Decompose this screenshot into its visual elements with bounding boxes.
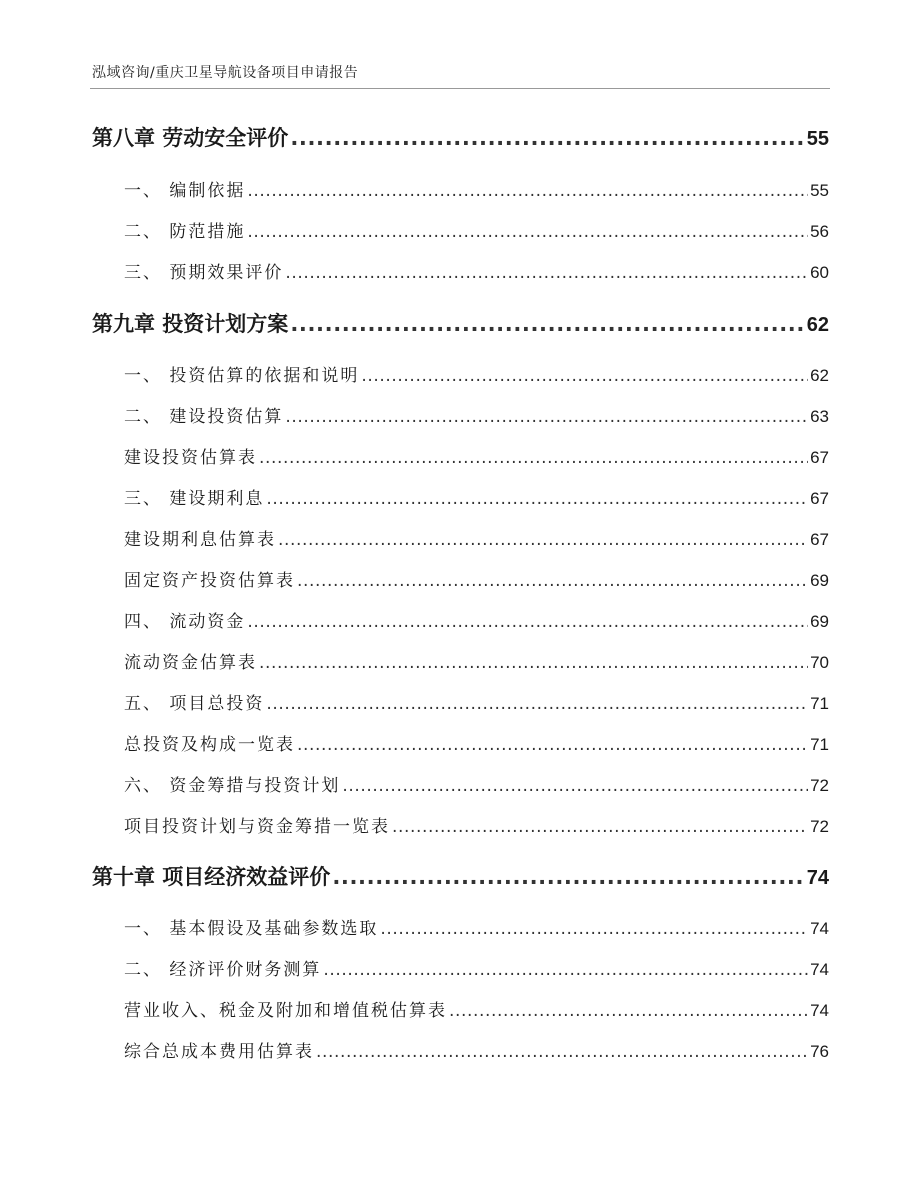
toc-page-number: 55 <box>810 181 829 200</box>
toc-chapter-10[interactable] <box>92 861 829 891</box>
toc-entry-title: 综合总成本费用估算表 <box>124 1042 314 1062</box>
toc-entry[interactable] <box>124 607 829 632</box>
toc-chapter-8[interactable] <box>92 122 829 152</box>
dot-leader <box>361 366 808 386</box>
dot-leader <box>316 1042 808 1062</box>
dot-leader <box>285 263 808 283</box>
dot-leader <box>247 181 808 201</box>
toc-entry-title: 第十章 项目经济效益评价 <box>92 865 331 889</box>
toc-entry-title: 建设期利息估算表 <box>124 530 276 550</box>
dot-leader <box>297 571 808 591</box>
toc-entry-title: 三、 预期效果评价 <box>124 263 284 283</box>
toc-entry-title: 项目投资计划与资金筹措一览表 <box>124 817 390 837</box>
toc-page-number: 55 <box>806 128 829 150</box>
toc-page-number: 60 <box>810 263 829 282</box>
toc-entry-title: 第九章 投资计划方案 <box>92 312 289 336</box>
dot-leader <box>392 817 808 837</box>
toc-page-number: 62 <box>810 366 829 385</box>
toc-entry-title: 总投资及构成一览表 <box>124 735 295 755</box>
header-divider <box>90 88 830 89</box>
dot-leader <box>266 489 808 509</box>
toc-entry-title: 流动资金估算表 <box>124 653 257 673</box>
toc-entry[interactable] <box>124 996 829 1021</box>
toc-entry[interactable] <box>124 258 829 283</box>
toc-page-number: 70 <box>810 653 829 672</box>
toc-page-number: 74 <box>806 867 829 889</box>
toc-page-number: 76 <box>810 1042 829 1061</box>
toc-entry[interactable] <box>124 217 829 242</box>
toc-page-number: 72 <box>810 776 829 795</box>
dot-leader <box>259 448 808 468</box>
toc-page-number: 71 <box>810 694 829 713</box>
toc-page-number: 69 <box>810 571 829 590</box>
toc-page-number: 63 <box>810 407 829 426</box>
toc-entry-title: 四、 流动资金 <box>124 612 246 632</box>
toc-entry-title: 三、 建设期利息 <box>124 489 265 509</box>
toc-page-number: 67 <box>810 489 829 508</box>
toc-entry[interactable] <box>124 525 829 550</box>
toc-page-number: 74 <box>810 1001 829 1020</box>
dot-leader <box>259 653 808 673</box>
toc-entry[interactable] <box>124 1037 829 1062</box>
dot-leader <box>290 126 804 150</box>
toc-entry-title: 六、 资金筹措与投资计划 <box>124 776 341 796</box>
toc-entry[interactable] <box>124 955 829 980</box>
dot-leader <box>323 960 808 980</box>
dot-leader <box>278 530 808 550</box>
dot-leader <box>332 865 804 889</box>
dot-leader <box>285 407 808 427</box>
toc-entry-title: 二、 防范措施 <box>124 222 246 242</box>
toc-page-number: 72 <box>810 817 829 836</box>
toc-entry[interactable] <box>124 812 829 837</box>
toc-entry[interactable] <box>124 176 829 201</box>
toc-entry[interactable] <box>124 484 829 509</box>
dot-leader <box>449 1001 808 1021</box>
toc-entry[interactable] <box>124 771 829 796</box>
toc-entry-title: 建设投资估算表 <box>124 448 257 468</box>
toc-chapter-9[interactable] <box>92 308 829 338</box>
toc-entry-title: 五、 项目总投资 <box>124 694 265 714</box>
toc-entry-title: 营业收入、税金及附加和增值税估算表 <box>124 1001 447 1021</box>
dot-leader <box>247 612 808 632</box>
toc-entry-title: 一、 编制依据 <box>124 181 246 201</box>
toc-entry[interactable] <box>124 648 829 673</box>
toc-entry[interactable] <box>124 730 829 755</box>
dot-leader <box>380 919 808 939</box>
toc-page-number: 62 <box>806 314 829 336</box>
toc-page-number: 74 <box>810 919 829 938</box>
toc-entry[interactable] <box>124 689 829 714</box>
toc-page-number: 71 <box>810 735 829 754</box>
toc-page-number: 67 <box>810 530 829 549</box>
toc-entry[interactable] <box>124 914 829 939</box>
toc-entry-title: 一、 投资估算的依据和说明 <box>124 366 360 386</box>
toc-entry[interactable] <box>124 566 829 591</box>
dot-leader <box>247 222 808 242</box>
dot-leader <box>290 312 804 336</box>
running-header: 泓域咨询/重庆卫星导航设备项目申请报告 <box>92 65 359 81</box>
toc-page-number: 67 <box>810 448 829 467</box>
dot-leader <box>342 776 808 796</box>
toc-entry[interactable] <box>124 402 829 427</box>
toc-page-number: 56 <box>810 222 829 241</box>
toc-entry-title: 第八章 劳动安全评价 <box>92 126 289 150</box>
toc-page-number: 69 <box>810 612 829 631</box>
toc-entry[interactable] <box>124 443 829 468</box>
dot-leader <box>297 735 808 755</box>
toc-entry-title: 二、 建设投资估算 <box>124 407 284 427</box>
toc-entry[interactable] <box>124 361 829 386</box>
toc-entry-title: 固定资产投资估算表 <box>124 571 295 591</box>
dot-leader <box>266 694 808 714</box>
toc-entry-title: 二、 经济评价财务测算 <box>124 960 322 980</box>
toc-page-number: 74 <box>810 960 829 979</box>
toc-entry-title: 一、 基本假设及基础参数选取 <box>124 919 379 939</box>
